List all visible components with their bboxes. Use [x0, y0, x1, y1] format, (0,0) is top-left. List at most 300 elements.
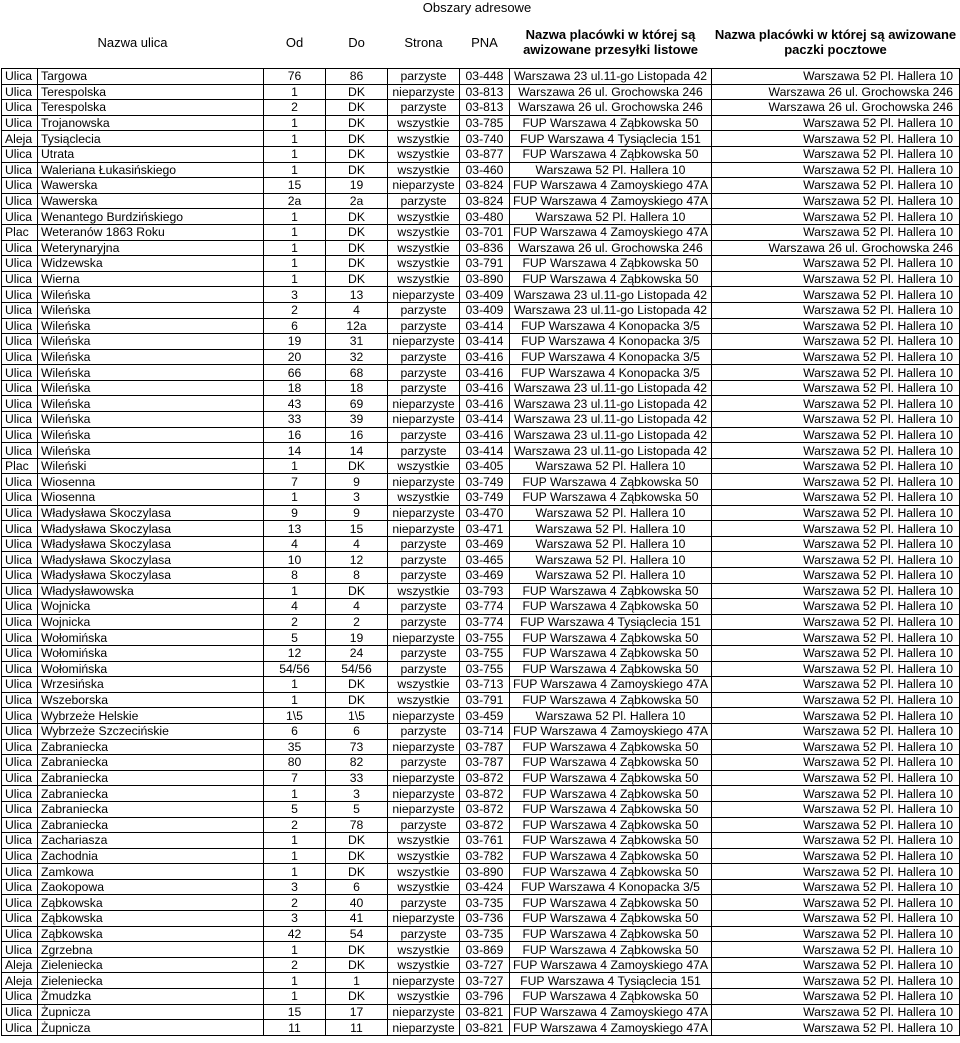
street-type-cell: Ulica: [2, 630, 38, 646]
letters-office-cell: Warszawa 52 Pl. Hallera 10: [510, 209, 712, 225]
letters-office-cell: FUP Warszawa 4 Ząbkowska 50: [510, 146, 712, 162]
street-type-cell: Ulica: [2, 396, 38, 412]
parcels-office-cell: Warszawa 52 Pl. Hallera 10: [712, 146, 960, 162]
street-type-cell: Ulica: [2, 84, 38, 100]
table-row: [2, 349, 960, 365]
street-name-cell: Władysława Skoczylasa: [38, 552, 264, 568]
pna-cell: 03-824: [460, 178, 510, 194]
pna-cell: 03-740: [460, 131, 510, 147]
street-type-cell: Ulica: [2, 833, 38, 849]
side-cell: nieparzyste: [388, 84, 460, 100]
side-cell: parzyste: [388, 895, 460, 911]
to-cell: 11: [326, 1020, 388, 1036]
letters-office-cell: FUP Warszawa 4 Zamoyskiego 47A: [510, 224, 712, 240]
letters-office-cell: FUP Warszawa 4 Ząbkowska 50: [510, 739, 712, 755]
table-row: [2, 178, 960, 194]
street-type-cell: Aleja: [2, 131, 38, 147]
from-cell: 18: [264, 380, 326, 396]
to-cell: 9: [326, 505, 388, 521]
pna-cell: 03-448: [460, 69, 510, 85]
street-name-cell: Ząbkowska: [38, 911, 264, 927]
from-cell: 12: [264, 645, 326, 661]
letters-office-cell: FUP Warszawa 4 Zamoyskiego 47A: [510, 957, 712, 973]
letters-office-cell: FUP Warszawa 4 Ząbkowska 50: [510, 755, 712, 771]
street-name-cell: Tysiąclecia: [38, 131, 264, 147]
street-type-cell: Ulica: [2, 989, 38, 1005]
side-cell: nieparzyste: [388, 801, 460, 817]
street-name-cell: Żupnicza: [38, 1020, 264, 1036]
from-cell: 5: [264, 801, 326, 817]
pna-cell: 03-791: [460, 256, 510, 272]
side-cell: nieparzyste: [388, 786, 460, 802]
table-row: [2, 427, 960, 443]
street-name-cell: Ząbkowska: [38, 926, 264, 942]
header-row: [2, 16, 960, 69]
pna-cell: 03-872: [460, 801, 510, 817]
parcels-office-cell: Warszawa 52 Pl. Hallera 10: [712, 1004, 960, 1020]
street-name-cell: Wołomińska: [38, 630, 264, 646]
to-cell: DK: [326, 833, 388, 849]
street-type-cell: Ulica: [2, 334, 38, 350]
parcels-office-cell: Warszawa 52 Pl. Hallera 10: [712, 458, 960, 474]
street-type-cell: Ulica: [2, 755, 38, 771]
from-cell: 1: [264, 677, 326, 693]
parcels-office-cell: Warszawa 52 Pl. Hallera 10: [712, 989, 960, 1005]
table-row: [2, 162, 960, 178]
letters-office-cell: Warszawa 23 ul.11-go Listopada 42: [510, 412, 712, 428]
street-type-cell: Ulica: [2, 1020, 38, 1036]
parcels-office-cell: Warszawa 52 Pl. Hallera 10: [712, 396, 960, 412]
letters-office-cell: FUP Warszawa 4 Konopacka 3/5: [510, 879, 712, 895]
side-cell: wszystkie: [388, 240, 460, 256]
parcels-office-cell: Warszawa 52 Pl. Hallera 10: [712, 490, 960, 506]
table-row: [2, 100, 960, 116]
parcels-office-cell: Warszawa 52 Pl. Hallera 10: [712, 879, 960, 895]
table-row: [2, 240, 960, 256]
street-type-cell: Ulica: [2, 895, 38, 911]
to-cell: 39: [326, 412, 388, 428]
table-row: [2, 599, 960, 615]
side-cell: wszystkie: [388, 864, 460, 880]
table-row: [2, 536, 960, 552]
table-row: [2, 801, 960, 817]
letters-office-cell: FUP Warszawa 4 Ząbkowska 50: [510, 833, 712, 849]
parcels-office-cell: Warszawa 52 Pl. Hallera 10: [712, 614, 960, 630]
street-name-cell: Wileńska: [38, 380, 264, 396]
from-cell: 33: [264, 412, 326, 428]
parcels-office-cell: Warszawa 52 Pl. Hallera 10: [712, 412, 960, 428]
to-cell: 73: [326, 739, 388, 755]
parcels-office-cell: Warszawa 52 Pl. Hallera 10: [712, 224, 960, 240]
street-type-cell: Ulica: [2, 911, 38, 927]
letters-office-cell: FUP Warszawa 4 Ząbkowska 50: [510, 661, 712, 677]
street-type-cell: Ulica: [2, 412, 38, 428]
from-cell: 2: [264, 302, 326, 318]
to-cell: 69: [326, 396, 388, 412]
pna-cell: 03-877: [460, 146, 510, 162]
pna-cell: 03-469: [460, 568, 510, 584]
pna-cell: 03-470: [460, 505, 510, 521]
street-name-cell: Trojanowska: [38, 115, 264, 131]
street-name-cell: Wybrzeże Helskie: [38, 708, 264, 724]
to-cell: 5: [326, 801, 388, 817]
table-row: [2, 302, 960, 318]
street-name-cell: Wileńska: [38, 349, 264, 365]
to-cell: DK: [326, 271, 388, 287]
street-name-cell: Zieleniecka: [38, 973, 264, 989]
to-cell: DK: [326, 162, 388, 178]
parcels-office-cell: Warszawa 52 Pl. Hallera 10: [712, 755, 960, 771]
street-name-cell: Wileński: [38, 458, 264, 474]
table-row: [2, 879, 960, 895]
from-cell: 2a: [264, 193, 326, 209]
from-cell: 1: [264, 833, 326, 849]
from-cell: 1: [264, 864, 326, 880]
table-row: [2, 973, 960, 989]
pna-cell: 03-755: [460, 630, 510, 646]
table-row: [2, 256, 960, 272]
parcels-office-cell: Warszawa 52 Pl. Hallera 10: [712, 131, 960, 147]
street-type-cell: Ulica: [2, 474, 38, 490]
parcels-office-cell: Warszawa 52 Pl. Hallera 10: [712, 630, 960, 646]
letters-office-cell: FUP Warszawa 4 Ząbkowska 50: [510, 786, 712, 802]
letters-office-cell: FUP Warszawa 4 Ząbkowska 50: [510, 645, 712, 661]
side-cell: parzyste: [388, 536, 460, 552]
side-cell: parzyste: [388, 380, 460, 396]
parcels-office-cell: Warszawa 52 Pl. Hallera 10: [712, 380, 960, 396]
to-cell: 4: [326, 536, 388, 552]
street-type-cell: Ulica: [2, 209, 38, 225]
table-row: [2, 84, 960, 100]
parcels-office-cell: Warszawa 52 Pl. Hallera 10: [712, 895, 960, 911]
side-cell: parzyste: [388, 193, 460, 209]
to-cell: 13: [326, 287, 388, 303]
side-cell: parzyste: [388, 443, 460, 459]
from-cell: 42: [264, 926, 326, 942]
letters-office-cell: Warszawa 23 ul.11-go Listopada 42: [510, 302, 712, 318]
parcels-office-cell: Warszawa 52 Pl. Hallera 10: [712, 334, 960, 350]
parcels-office-cell: Warszawa 52 Pl. Hallera 10: [712, 115, 960, 131]
street-type-cell: Ulica: [2, 739, 38, 755]
from-cell: 1: [264, 271, 326, 287]
to-cell: DK: [326, 224, 388, 240]
letters-office-cell: FUP Warszawa 4 Konopacka 3/5: [510, 318, 712, 334]
from-cell: 3: [264, 287, 326, 303]
street-name-cell: Wenantego Burdzińskiego: [38, 209, 264, 225]
parcels-office-cell: Warszawa 52 Pl. Hallera 10: [712, 256, 960, 272]
parcels-office-cell: Warszawa 52 Pl. Hallera 10: [712, 926, 960, 942]
street-type-cell: Ulica: [2, 380, 38, 396]
letters-office-cell: FUP Warszawa 4 Ząbkowska 50: [510, 864, 712, 880]
street-name-cell: Zaokopowa: [38, 879, 264, 895]
letters-office-cell: FUP Warszawa 4 Tysiąclecia 151: [510, 614, 712, 630]
letters-office-cell: FUP Warszawa 4 Ząbkowska 50: [510, 692, 712, 708]
to-cell: DK: [326, 209, 388, 225]
letters-office-cell: FUP Warszawa 4 Ząbkowska 50: [510, 848, 712, 864]
table-row: [2, 770, 960, 786]
table-row: [2, 755, 960, 771]
letters-office-cell: FUP Warszawa 4 Konopacka 3/5: [510, 349, 712, 365]
pna-cell: 03-869: [460, 942, 510, 958]
from-cell: 14: [264, 443, 326, 459]
side-cell: parzyste: [388, 302, 460, 318]
table-body: [2, 69, 960, 1036]
letters-office-cell: FUP Warszawa 4 Ząbkowska 50: [510, 630, 712, 646]
parcels-office-cell: Warszawa 52 Pl. Hallera 10: [712, 645, 960, 661]
to-cell: 12a: [326, 318, 388, 334]
from-cell: 1: [264, 458, 326, 474]
pna-cell: 03-749: [460, 490, 510, 506]
side-cell: parzyste: [388, 723, 460, 739]
to-cell: 12: [326, 552, 388, 568]
side-cell: parzyste: [388, 318, 460, 334]
table-row: [2, 443, 960, 459]
street-type-cell: Ulica: [2, 786, 38, 802]
letters-office-cell: FUP Warszawa 4 Zamoyskiego 47A: [510, 178, 712, 194]
letters-office-cell: FUP Warszawa 4 Tysiąclecia 151: [510, 973, 712, 989]
side-cell: nieparzyste: [388, 1004, 460, 1020]
to-cell: 19: [326, 630, 388, 646]
pna-cell: 03-736: [460, 911, 510, 927]
side-cell: wszystkie: [388, 224, 460, 240]
street-type-cell: Ulica: [2, 521, 38, 537]
to-cell: DK: [326, 989, 388, 1005]
table-row: [2, 895, 960, 911]
table-row: [2, 942, 960, 958]
street-name-cell: Wileńska: [38, 443, 264, 459]
street-name-cell: Zabraniecka: [38, 817, 264, 833]
from-cell: 1: [264, 224, 326, 240]
parcels-office-cell: Warszawa 52 Pl. Hallera 10: [712, 193, 960, 209]
from-cell: 4: [264, 599, 326, 615]
pna-cell: 03-890: [460, 271, 510, 287]
from-cell: 35: [264, 739, 326, 755]
street-name-cell: Wileńska: [38, 318, 264, 334]
street-name-cell: Ząbkowska: [38, 895, 264, 911]
street-type-cell: Ulica: [2, 661, 38, 677]
pna-cell: 03-890: [460, 864, 510, 880]
to-cell: 41: [326, 911, 388, 927]
parcels-office-cell: Warszawa 52 Pl. Hallera 10: [712, 911, 960, 927]
side-cell: wszystkie: [388, 209, 460, 225]
letters-office-cell: FUP Warszawa 4 Zamoyskiego 47A: [510, 677, 712, 693]
parcels-office-cell: Warszawa 52 Pl. Hallera 10: [712, 677, 960, 693]
header-street: Nazwa ulica: [2, 16, 264, 69]
letters-office-cell: Warszawa 23 ul.11-go Listopada 42: [510, 427, 712, 443]
parcels-office-cell: Warszawa 52 Pl. Hallera 10: [712, 318, 960, 334]
parcels-office-cell: Warszawa 52 Pl. Hallera 10: [712, 973, 960, 989]
pna-cell: 03-414: [460, 443, 510, 459]
letters-office-cell: FUP Warszawa 4 Ząbkowska 50: [510, 490, 712, 506]
to-cell: DK: [326, 692, 388, 708]
pna-cell: 03-872: [460, 786, 510, 802]
side-cell: parzyste: [388, 365, 460, 381]
street-type-cell: Ulica: [2, 942, 38, 958]
letters-office-cell: FUP Warszawa 4 Ząbkowska 50: [510, 942, 712, 958]
side-cell: wszystkie: [388, 989, 460, 1005]
parcels-office-cell: Warszawa 52 Pl. Hallera 10: [712, 505, 960, 521]
parcels-office-cell: Warszawa 52 Pl. Hallera 10: [712, 661, 960, 677]
to-cell: DK: [326, 957, 388, 973]
from-cell: 16: [264, 427, 326, 443]
street-name-cell: Wszeborska: [38, 692, 264, 708]
street-type-cell: Aleja: [2, 973, 38, 989]
table-row: [2, 786, 960, 802]
street-type-cell: Ulica: [2, 801, 38, 817]
street-type-cell: Ulica: [2, 178, 38, 194]
to-cell: 9: [326, 474, 388, 490]
street-type-cell: Plac: [2, 458, 38, 474]
pna-cell: 03-480: [460, 209, 510, 225]
street-type-cell: Ulica: [2, 692, 38, 708]
parcels-office-cell: Warszawa 52 Pl. Hallera 10: [712, 739, 960, 755]
street-type-cell: Ulica: [2, 69, 38, 85]
from-cell: 1: [264, 942, 326, 958]
pna-cell: 03-409: [460, 302, 510, 318]
street-name-cell: Wierna: [38, 271, 264, 287]
parcels-office-cell: Warszawa 52 Pl. Hallera 10: [712, 583, 960, 599]
from-cell: 1: [264, 115, 326, 131]
header-parcels-office: Nazwa placówki w której są awizowane paczki pocztowe: [712, 16, 960, 69]
from-cell: 1: [264, 989, 326, 1005]
to-cell: DK: [326, 84, 388, 100]
side-cell: nieparzyste: [388, 287, 460, 303]
from-cell: 43: [264, 396, 326, 412]
pna-cell: 03-465: [460, 552, 510, 568]
side-cell: wszystkie: [388, 677, 460, 693]
side-cell: nieparzyste: [388, 1020, 460, 1036]
parcels-office-cell: Warszawa 52 Pl. Hallera 10: [712, 349, 960, 365]
side-cell: wszystkie: [388, 942, 460, 958]
table-row: [2, 209, 960, 225]
pna-cell: 03-836: [460, 240, 510, 256]
to-cell: 32: [326, 349, 388, 365]
from-cell: 76: [264, 69, 326, 85]
street-type-cell: Ulica: [2, 926, 38, 942]
letters-office-cell: FUP Warszawa 4 Konopacka 3/5: [510, 334, 712, 350]
pna-cell: 03-755: [460, 645, 510, 661]
street-type-cell: Ulica: [2, 427, 38, 443]
from-cell: 80: [264, 755, 326, 771]
table-row: [2, 521, 960, 537]
side-cell: wszystkie: [388, 692, 460, 708]
from-cell: 1: [264, 848, 326, 864]
street-type-cell: Ulica: [2, 100, 38, 116]
pna-cell: 03-787: [460, 739, 510, 755]
pna-cell: 03-414: [460, 334, 510, 350]
to-cell: 6: [326, 879, 388, 895]
street-name-cell: Wileńska: [38, 427, 264, 443]
street-name-cell: Wileńska: [38, 334, 264, 350]
table-row: [2, 69, 960, 85]
side-cell: wszystkie: [388, 271, 460, 287]
pna-cell: 03-791: [460, 692, 510, 708]
side-cell: wszystkie: [388, 115, 460, 131]
from-cell: 1: [264, 131, 326, 147]
street-name-cell: Wybrzeże Szczecińskie: [38, 723, 264, 739]
from-cell: 7: [264, 770, 326, 786]
parcels-office-cell: Warszawa 52 Pl. Hallera 10: [712, 521, 960, 537]
to-cell: 86: [326, 69, 388, 85]
side-cell: wszystkie: [388, 833, 460, 849]
header-to: Do: [326, 16, 388, 69]
to-cell: 16: [326, 427, 388, 443]
pna-cell: 03-414: [460, 318, 510, 334]
table-row: [2, 568, 960, 584]
letters-office-cell: Warszawa 52 Pl. Hallera 10: [510, 568, 712, 584]
street-type-cell: Ulica: [2, 552, 38, 568]
street-name-cell: Żmudzka: [38, 989, 264, 1005]
pna-cell: 03-416: [460, 427, 510, 443]
street-name-cell: Zachodnia: [38, 848, 264, 864]
street-name-cell: Władysławowska: [38, 583, 264, 599]
letters-office-cell: FUP Warszawa 4 Ząbkowska 50: [510, 115, 712, 131]
from-cell: 1: [264, 786, 326, 802]
from-cell: 1: [264, 583, 326, 599]
letters-office-cell: FUP Warszawa 4 Zamoyskiego 47A: [510, 1020, 712, 1036]
table-row: [2, 271, 960, 287]
street-type-cell: Ulica: [2, 864, 38, 880]
parcels-office-cell: Warszawa 52 Pl. Hallera 10: [712, 443, 960, 459]
parcels-office-cell: Warszawa 52 Pl. Hallera 10: [712, 708, 960, 724]
letters-office-cell: Warszawa 23 ul.11-go Listopada 42: [510, 396, 712, 412]
sheet-title: Obszary adresowe: [422, 0, 532, 15]
street-type-cell: Ulica: [2, 817, 38, 833]
street-type-cell: Ulica: [2, 879, 38, 895]
table-row: [2, 848, 960, 864]
side-cell: wszystkie: [388, 957, 460, 973]
letters-office-cell: FUP Warszawa 4 Ząbkowska 50: [510, 474, 712, 490]
parcels-office-cell: Warszawa 26 ul. Grochowska 246: [712, 84, 960, 100]
from-cell: 15: [264, 178, 326, 194]
table-row: [2, 287, 960, 303]
table-row: [2, 380, 960, 396]
street-type-cell: Ulica: [2, 583, 38, 599]
title-row: [0, 0, 960, 16]
pna-cell: 03-416: [460, 365, 510, 381]
from-cell: 6: [264, 723, 326, 739]
from-cell: 5: [264, 630, 326, 646]
table-row: [2, 708, 960, 724]
to-cell: 78: [326, 817, 388, 833]
pna-cell: 03-469: [460, 536, 510, 552]
street-name-cell: Zabraniecka: [38, 770, 264, 786]
header-letters-office: Nazwa placówki w której są awizowane przesyłki listowe: [510, 16, 712, 69]
from-cell: 66: [264, 365, 326, 381]
parcels-office-cell: Warszawa 26 ul. Grochowska 246: [712, 100, 960, 116]
table-row: [2, 864, 960, 880]
to-cell: 54/56: [326, 661, 388, 677]
street-name-cell: Weteranów 1863 Roku: [38, 224, 264, 240]
to-cell: DK: [326, 864, 388, 880]
parcels-office-cell: Warszawa 52 Pl. Hallera 10: [712, 817, 960, 833]
street-name-cell: Wileńska: [38, 396, 264, 412]
side-cell: nieparzyste: [388, 178, 460, 194]
table-row: [2, 583, 960, 599]
from-cell: 1: [264, 256, 326, 272]
street-name-cell: Zabraniecka: [38, 786, 264, 802]
street-type-cell: Ulica: [2, 256, 38, 272]
street-name-cell: Wołomińska: [38, 661, 264, 677]
pna-cell: 03-761: [460, 833, 510, 849]
letters-office-cell: FUP Warszawa 4 Zamoyskiego 47A: [510, 193, 712, 209]
parcels-office-cell: Warszawa 52 Pl. Hallera 10: [712, 552, 960, 568]
street-type-cell: Ulica: [2, 677, 38, 693]
letters-office-cell: FUP Warszawa 4 Tysiąclecia 151: [510, 131, 712, 147]
letters-office-cell: Warszawa 52 Pl. Hallera 10: [510, 708, 712, 724]
table-row: [2, 365, 960, 381]
street-type-cell: Ulica: [2, 1004, 38, 1020]
